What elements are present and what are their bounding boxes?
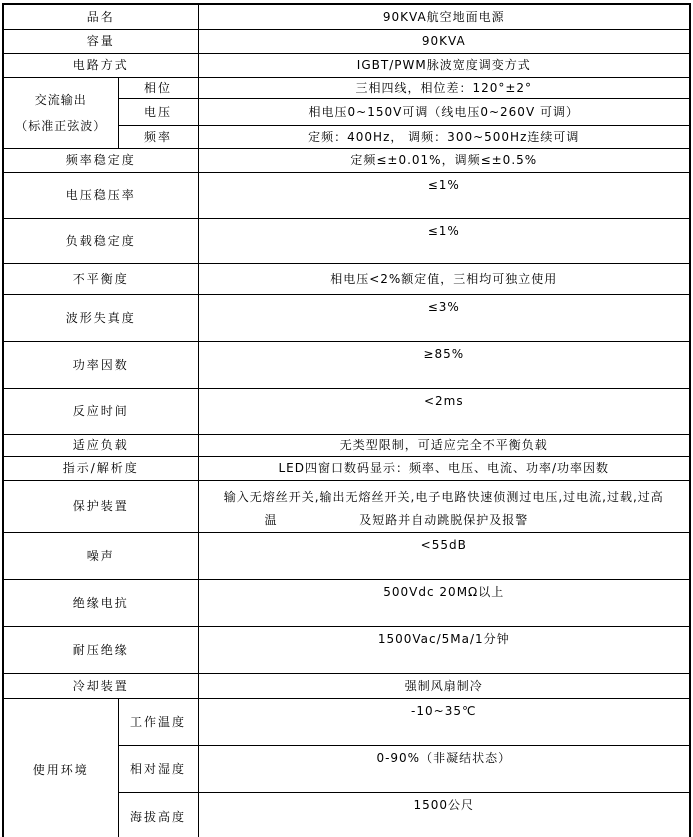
row-cooling <box>3 673 690 698</box>
spec-table <box>2 3 691 837</box>
value-voltage: 相电压0~150V可调（线电压0~260V 可调） <box>198 98 690 125</box>
label-indication-resolution: 指示/解析度 <box>3 456 198 480</box>
label-environment: 使用环境 <box>3 698 118 837</box>
value-voltage-regulation: ≤1% <box>198 172 690 218</box>
row-capacity <box>3 29 690 53</box>
row-protection <box>3 480 690 532</box>
row-indication-resolution <box>3 456 690 480</box>
value-power-factor: ≥85% <box>198 341 690 388</box>
value-product-name: 90KVA航空地面电源 <box>198 4 690 29</box>
protection-line2 <box>201 509 687 532</box>
row-withstand-voltage <box>3 626 690 673</box>
label-frequency-stability: 频率稳定度 <box>3 148 198 172</box>
value-withstand-voltage: 1500Vac/5Ma/1分钟 <box>198 626 690 673</box>
label-noise: 噪声 <box>3 532 198 579</box>
value-response-time: <2ms <box>198 388 690 434</box>
label-waveform-distortion: 波形失真度 <box>3 294 198 341</box>
label-circuit-type: 电路方式 <box>3 53 198 77</box>
label-phase: 相位 <box>118 77 198 98</box>
protection-text <box>201 486 687 532</box>
row-unbalance <box>3 263 690 294</box>
label-product-name: 品名 <box>3 4 198 29</box>
row-phase <box>3 77 690 98</box>
label-response-time: 反应时间 <box>3 388 198 434</box>
label-operating-temperature: 工作温度 <box>118 698 198 745</box>
row-voltage-regulation <box>3 172 690 218</box>
ac-output-line1: 交流输出 <box>34 92 87 107</box>
label-capacity: 容量 <box>3 29 198 53</box>
row-load-adaptability <box>3 434 690 456</box>
value-insulation-resistance: 500Vdc 20MΩ以上 <box>198 579 690 626</box>
value-cooling: 强制风扇制冷 <box>198 673 690 698</box>
label-ac-output <box>3 77 118 148</box>
value-frequency: 定频：400Hz， 调频：300~500Hz连续可调 <box>198 125 690 148</box>
label-protection: 保护装置 <box>3 480 198 532</box>
value-indication-resolution: LED四窗口数码显示：频率、电压、电流、功率/功率因数 <box>198 456 690 480</box>
row-noise <box>3 532 690 579</box>
label-insulation-resistance: 绝缘电抗 <box>3 579 198 626</box>
value-waveform-distortion: ≤3% <box>198 294 690 341</box>
row-response-time <box>3 388 690 434</box>
row-operating-temperature <box>3 698 690 745</box>
value-protection <box>198 480 690 532</box>
label-load-adaptability: 适应负载 <box>3 434 198 456</box>
value-circuit-type: IGBT/PWM脉波宽度调变方式 <box>198 53 690 77</box>
ac-output-line2: （标准正弦波） <box>15 118 107 133</box>
row-load-regulation <box>3 218 690 263</box>
label-altitude: 海拔高度 <box>118 792 198 837</box>
value-noise: <55dB <box>198 532 690 579</box>
value-unbalance: 相电压<2%额定值，三相均可独立使用 <box>198 263 690 294</box>
row-waveform-distortion <box>3 294 690 341</box>
row-frequency-stability <box>3 148 690 172</box>
row-power-factor <box>3 341 690 388</box>
value-load-adaptability: 无类型限制，可适应完全不平衡负载 <box>198 434 690 456</box>
label-relative-humidity: 相对湿度 <box>118 745 198 792</box>
value-altitude: 1500公尺 <box>198 792 690 837</box>
row-circuit-type <box>3 53 690 77</box>
value-operating-temperature: -10~35℃ <box>198 698 690 745</box>
label-voltage: 电压 <box>118 98 198 125</box>
label-unbalance: 不平衡度 <box>3 263 198 294</box>
label-power-factor: 功率因数 <box>3 341 198 388</box>
protection-line2-rest: 及短路并自动跳脱保护及报警 <box>359 512 529 527</box>
row-insulation-resistance <box>3 579 690 626</box>
row-product-name <box>3 4 690 29</box>
label-cooling: 冷却装置 <box>3 673 198 698</box>
value-frequency-stability: 定频≤±0.01%，调频≤±0.5% <box>198 148 690 172</box>
label-withstand-voltage: 耐压绝缘 <box>3 626 198 673</box>
label-frequency: 频率 <box>118 125 198 148</box>
label-voltage-regulation: 电压稳压率 <box>3 172 198 218</box>
value-capacity: 90KVA <box>198 29 690 53</box>
label-load-regulation: 负载稳定度 <box>3 218 198 263</box>
protection-line1: 输入无熔丝开关,输出无熔丝开关,电子电路快速侦测过电压,过电流,过载,过高 <box>223 489 664 504</box>
value-phase: 三相四线，相位差：120°±2° <box>198 77 690 98</box>
value-relative-humidity: 0-90%（非凝结状态） <box>198 745 690 792</box>
protection-line2-left: 温 <box>264 512 278 527</box>
value-load-regulation: ≤1% <box>198 218 690 263</box>
